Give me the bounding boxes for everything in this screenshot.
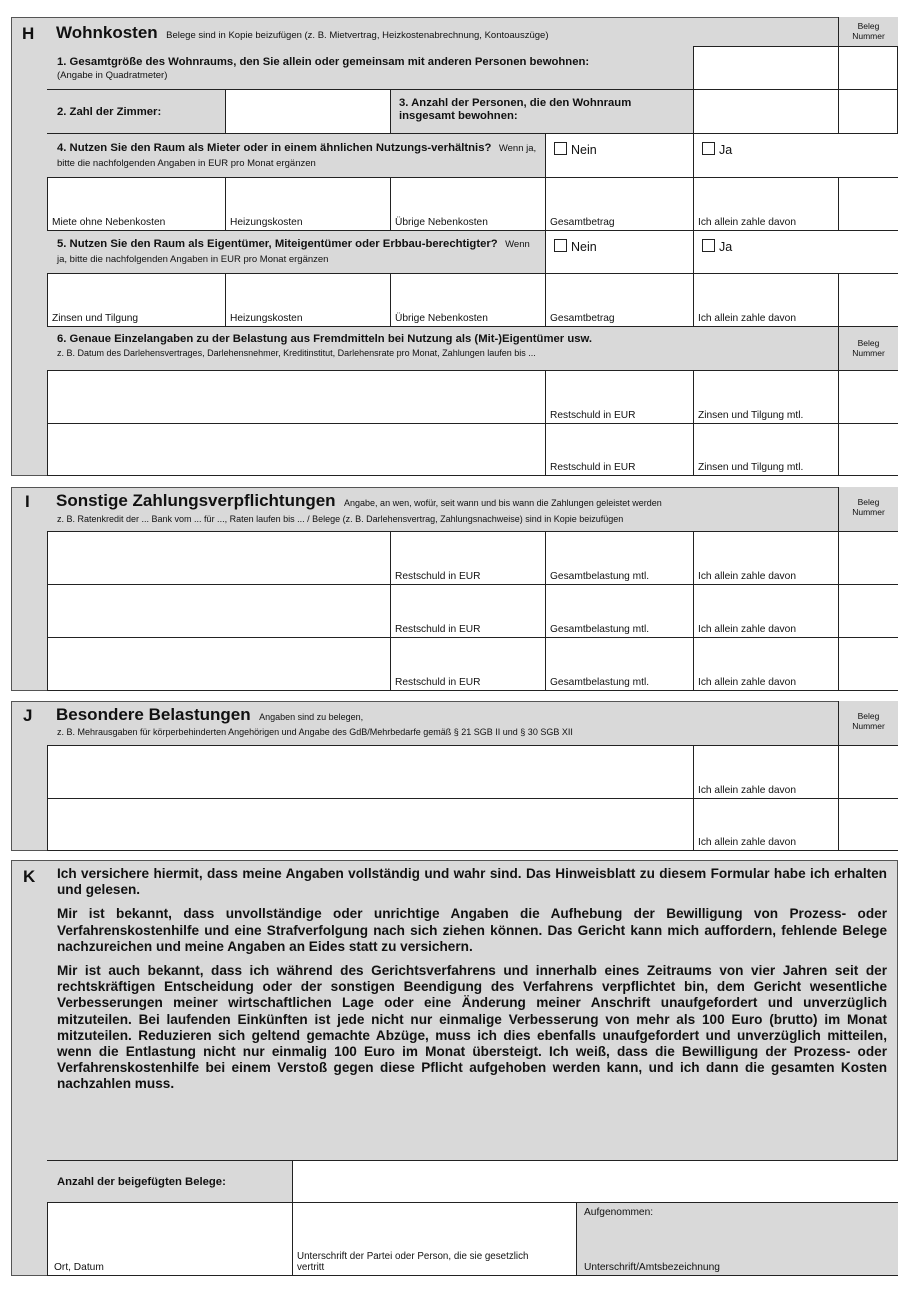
anzahl-belege-input[interactable]: [292, 1160, 898, 1203]
section-j-letter: J: [23, 706, 33, 725]
q6-row-2-restschuld[interactable]: [545, 423, 694, 476]
declaration-paragraph-2: Mir ist bekannt, dass unvollständige oder unrichtige Angaben die Aufhebung der Bewilligung von Prozess- oder Verfahrenskostenhilfe und eine Strafverfolgung nach sich ziehen können. Das Gericht kann mich auffordern, fehlende Belege nachzureichen und meine Angaben an Eides statt zu versichern.: [57, 906, 887, 954]
signature-party-field[interactable]: [292, 1202, 577, 1276]
field-label: Gesamtbelastung mtl.: [550, 677, 650, 688]
q4-yes-checkbox[interactable]: [702, 142, 715, 155]
i-row-1-own-share[interactable]: [693, 531, 839, 585]
field-label: Restschuld in EUR: [550, 462, 636, 473]
q6-row-2-description[interactable]: [47, 423, 546, 476]
field-label: Zinsen und Tilgung mtl.: [698, 462, 804, 473]
q5-yes-checkbox[interactable]: [702, 239, 715, 252]
q3-persons-input[interactable]: [693, 89, 839, 134]
i-row-1-gesamt[interactable]: [545, 531, 694, 585]
field-label: Miete ohne Nebenkosten: [52, 217, 166, 228]
i-row-3-gesamt[interactable]: [545, 637, 694, 691]
ort-datum-field[interactable]: [47, 1202, 293, 1276]
field-label: Ich allein zahle davon: [698, 571, 796, 582]
beleg-label: Beleg: [857, 21, 880, 31]
field-label: Übrige Nebenkosten: [395, 217, 488, 228]
q5-field-heating[interactable]: [225, 273, 391, 327]
q1-label: 1. Gesamtgröße des Wohnraums, den Sie allein oder gemeinsam mit anderen Personen bewohnen:: [57, 56, 590, 68]
beleg-label: Beleg: [857, 338, 880, 348]
q2-rooms-input[interactable]: [225, 89, 391, 134]
q4-no-checkbox[interactable]: [554, 142, 567, 155]
section-i-header: [56, 491, 836, 511]
i-row-2-own-share[interactable]: [693, 584, 839, 638]
aufgenommen-field[interactable]: [576, 1202, 898, 1276]
j-row-1-own-share[interactable]: [693, 745, 839, 799]
beleg-label: Beleg: [857, 497, 880, 507]
q4-question: 4. Nutzen Sie den Raum als Mieter oder in einem ähnlichen Nutzungs-verhältnis?: [57, 142, 492, 154]
i-row-2-gesamt[interactable]: [545, 584, 694, 638]
q3-label: 3. Anzahl der Personen, die den Wohnraum insgesamt bewohnen:: [399, 97, 632, 122]
q4-yes-label: Ja: [719, 143, 733, 157]
j-row-2-beleg[interactable]: [838, 798, 898, 851]
q6-row-1-description[interactable]: [47, 370, 546, 424]
section-h-letter: H: [22, 24, 35, 43]
q5-note: Wenn ja, bitte die nachfolgenden Angaben in EUR pro Monat ergänzen: [57, 239, 530, 265]
nummer-label: Nummer: [852, 721, 885, 731]
field-label: Restschuld in EUR: [395, 624, 481, 635]
i-row-3-own-share[interactable]: [693, 637, 839, 691]
q4-note: Wenn ja, bitte die nachfolgenden Angaben in EUR pro Monat ergänzen: [57, 143, 537, 169]
q1-beleg-input[interactable]: [838, 46, 898, 90]
beleg-header-j: [838, 701, 898, 746]
j-row-2-description[interactable]: [47, 798, 694, 851]
q1-area-input[interactable]: [693, 46, 839, 90]
i-row-1-beleg[interactable]: [838, 531, 898, 585]
field-label: Gesamtbelastung mtl.: [550, 571, 650, 582]
field-label: Zinsen und Tilgung mtl.: [698, 410, 804, 421]
i-row-2-description[interactable]: [47, 584, 391, 638]
field-label: Unterschrift der Partei oder Person, die sie gesetzlich vertritt: [297, 1251, 529, 1273]
section-i-title: Sonstige Zahlungsverpflichtungen: [56, 491, 336, 510]
unterschrift-amt-label: Unterschrift/Amtsbezeichnung: [584, 1262, 720, 1273]
i-row-3-beleg[interactable]: [838, 637, 898, 691]
beleg-label: Beleg: [857, 711, 880, 721]
field-label: Ich allein zahle davon: [698, 837, 796, 848]
aufgenommen-label: Aufgenommen:: [584, 1207, 654, 1218]
field-label: Restschuld in EUR: [395, 571, 481, 582]
field-label: Heizungskosten: [230, 313, 303, 324]
q4-field-other-costs[interactable]: [390, 177, 546, 231]
q6-note: z. B. Datum des Darlehensvertrages, Darlehensnehmer, Kreditinstitut, Darlehensrate pro Monat, Zahlungen laufen bis ...: [57, 348, 536, 358]
section-k-letter: K: [23, 867, 36, 886]
q5-field-interest[interactable]: [47, 273, 226, 327]
q5-label: [57, 236, 537, 266]
q4-no-label: Nein: [571, 143, 597, 157]
q5-question: 5. Nutzen Sie den Raum als Eigentümer, Miteigentümer oder Erbbau-berechtigter?: [57, 238, 498, 250]
q4-label: [57, 140, 537, 170]
beleg-header-q6: [838, 326, 898, 371]
q4-beleg-input[interactable]: [838, 177, 898, 231]
i-row-2-beleg[interactable]: [838, 584, 898, 638]
q5-field-own-share[interactable]: [693, 273, 839, 327]
q5-no-checkbox[interactable]: [554, 239, 567, 252]
q6-row-1-beleg[interactable]: [838, 370, 898, 424]
q4-yes-option[interactable]: [693, 133, 898, 178]
declaration-paragraph-1: Ich versichere hiermit, dass meine Angaben vollständig und wahr sind. Das Hinweisblatt zu diesem Formular habe ich erhalten und gelesen.: [57, 866, 887, 898]
i-row-3-description[interactable]: [47, 637, 391, 691]
field-label: Gesamtbetrag: [550, 313, 615, 324]
nummer-label: Nummer: [852, 507, 885, 517]
i-row-1-restschuld[interactable]: [390, 531, 546, 585]
i-row-3-restschuld[interactable]: [390, 637, 546, 691]
section-h-title: Wohnkosten: [56, 23, 158, 42]
section-i-letter: I: [25, 492, 30, 511]
section-h-header: [56, 23, 836, 43]
field-label: Ort, Datum: [54, 1262, 104, 1273]
i-row-1-description[interactable]: [47, 531, 391, 585]
q4-field-total[interactable]: [545, 177, 694, 231]
field-label: Ich allein zahle davon: [698, 217, 796, 228]
anzahl-belege-label: Anzahl der beigefügten Belege:: [57, 1176, 226, 1188]
q2-label: 2. Zahl der Zimmer:: [57, 106, 162, 118]
section-i-subtitle: Angabe, an wen, wofür, seit wann und bis wann die Zahlungen geleistet werden: [344, 498, 662, 508]
q4-field-heating[interactable]: [225, 177, 391, 231]
section-h-subtitle: Belege sind in Kopie beizufügen (z. B. Mietvertrag, Heizkostenabrechnung, Kontoauszüge): [166, 30, 549, 41]
q6-row-1-restschuld[interactable]: [545, 370, 694, 424]
q5-field-total[interactable]: [545, 273, 694, 327]
beleg-header-i: [838, 487, 898, 532]
section-j-header: [56, 705, 836, 725]
q6-label: 6. Genaue Einzelangaben zu der Belastung aus Fremdmitteln bei Nutzung als (Mit-)Eigentümer usw.: [57, 333, 593, 345]
q5-no-option[interactable]: [545, 230, 694, 274]
q4-field-rent[interactable]: [47, 177, 226, 231]
q6-row-1-zinsen[interactable]: [693, 370, 839, 424]
field-label: Übrige Nebenkosten: [395, 313, 488, 324]
q4-field-own-share[interactable]: [693, 177, 839, 231]
i-row-2-restschuld[interactable]: [390, 584, 546, 638]
beleg-header-h: [838, 17, 898, 47]
q5-beleg-input[interactable]: [838, 273, 898, 327]
field-label: Ich allein zahle davon: [698, 624, 796, 635]
declaration-paragraph-3: Mir ist auch bekannt, dass ich während des Gerichtsverfahrens und innerhalb eines Zeitraums von vier Jahren seit der rechtskräftigen Entscheidung oder der sonstigen Beendigung des Verfahrens verpflichtet bin, dem Gericht wesentliche Verbesserungen meiner wirtschaftlichen Lage oder eine Änderung meiner Anschrift unaufgefordert und unverzüglich mitzuteilen. Bei laufenden Einkünften ist jede nicht nur einmalige Verbesserung von mehr als 100 Euro (brutto) im Monat mitzuteilen. Reduzieren sich geltend gemachte Abzüge, muss ich dies ebenfalls unaufgefordert und unverzüglich mitteilen, wenn die Entlastung nicht nur einmalig 100 Euro im Monat übersteigt. Ich weiß, dass die Bewilligung der Prozess- oder Verfahrenskostenhilfe bei einem Verstoß gegen diese Pflicht aufgehoben werden kann, und ich dann die gesamten Kosten nachzahlen muss.: [57, 963, 887, 1092]
declaration-text: [57, 866, 887, 1101]
j-row-1-description[interactable]: [47, 745, 694, 799]
field-label: Ich allein zahle davon: [698, 677, 796, 688]
q5-yes-label: Ja: [719, 240, 733, 254]
j-row-2-own-share[interactable]: [693, 798, 839, 851]
field-label: Heizungskosten: [230, 217, 303, 228]
q6-row-2-zinsen[interactable]: [693, 423, 839, 476]
q6-row-2-beleg[interactable]: [838, 423, 898, 476]
q5-field-other-costs[interactable]: [390, 273, 546, 327]
field-label: Gesamtbetrag: [550, 217, 615, 228]
field-label: Ich allein zahle davon: [698, 313, 796, 324]
section-j-subtitle: Angaben sind zu belegen,: [259, 712, 364, 722]
q1-note: (Angabe in Quadratmeter): [57, 70, 168, 81]
section-i-note: z. B. Ratenkredit der ... Bank vom ... für ..., Raten laufen bis ... / Belege (z. B. Darlehensvertrag, Zahlungsnachweise) sind in Kopie beizufügen: [57, 514, 624, 524]
field-label: Ich allein zahle davon: [698, 785, 796, 796]
q4-no-option[interactable]: [545, 133, 694, 178]
field-label: Gesamtbelastung mtl.: [550, 624, 650, 635]
field-label: Restschuld in EUR: [395, 677, 481, 688]
q5-yes-option[interactable]: [693, 230, 898, 274]
q5-no-label: Nein: [571, 240, 597, 254]
j-row-1-beleg[interactable]: [838, 745, 898, 799]
section-j-title: Besondere Belastungen: [56, 705, 251, 724]
field-label: Restschuld in EUR: [550, 410, 636, 421]
nummer-label: Nummer: [852, 348, 885, 358]
section-j-note: z. B. Mehrausgaben für körperbehinderten Angehörigen und Angabe des GdB/Mehrbedarfe gemäß § 21 SGB II und § 30 SGB XII: [57, 727, 573, 737]
nummer-label: Nummer: [852, 31, 885, 41]
field-label: Zinsen und Tilgung: [52, 313, 139, 324]
q3-beleg-input[interactable]: [838, 89, 898, 134]
